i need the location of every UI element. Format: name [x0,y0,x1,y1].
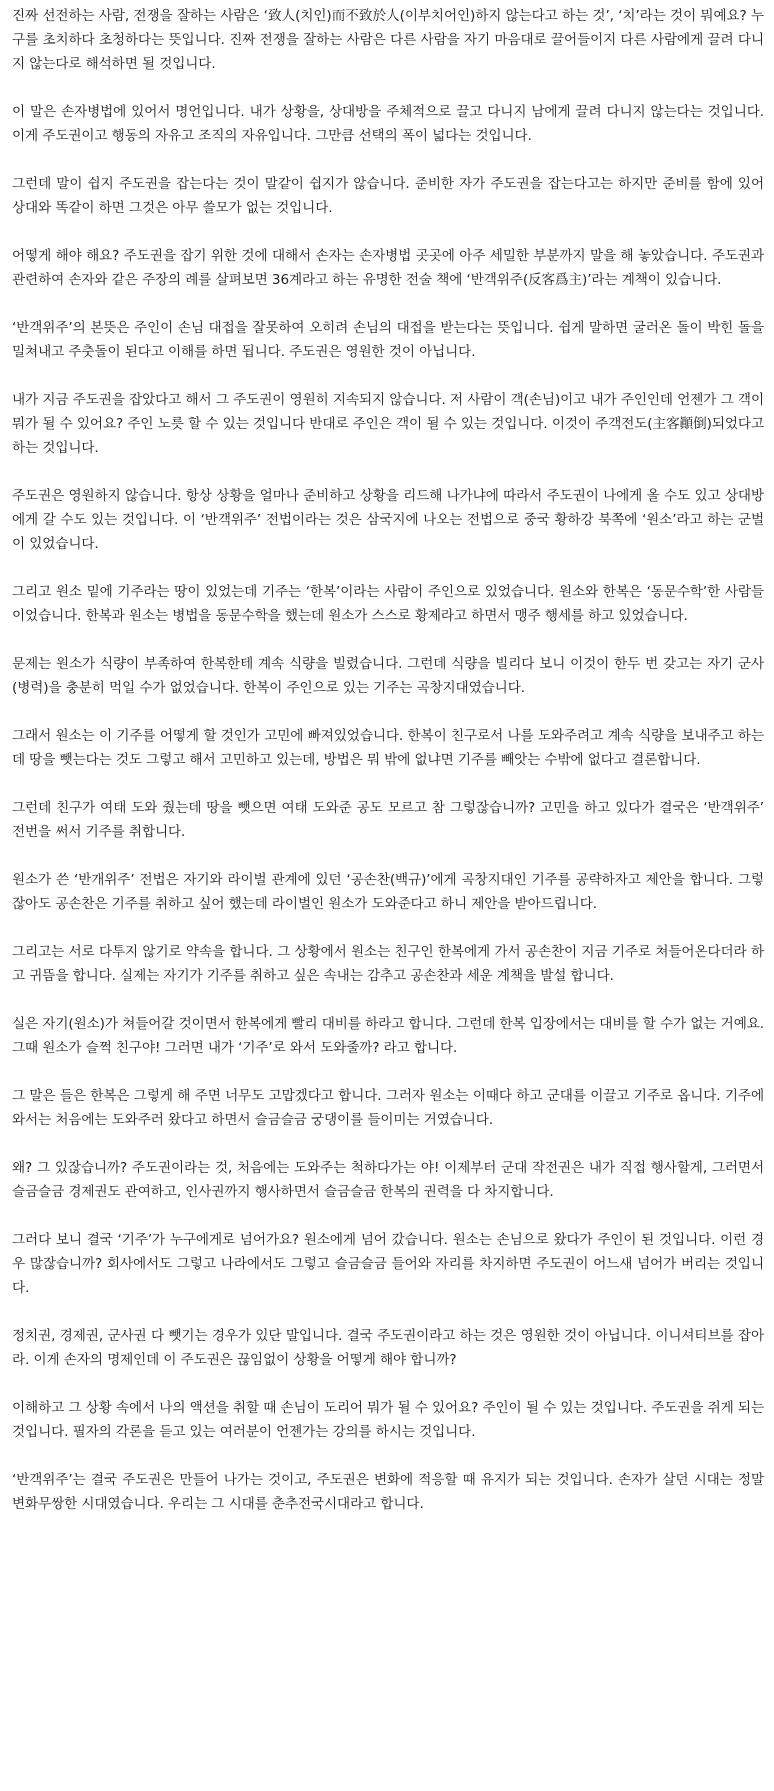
paragraph: 진짜 선전하는 사람, 전쟁을 잘하는 사람은 ‘致人(치인)而不致於人(이부치어인)하지 않는다고 하는 것’, ‘치’라는 것이 뭐예요? 누구를 초치하다 초청하다는 뜻입니다. 진짜 전쟁을 잘하는 사람은 다른 사람을 자기 마음대로 끌어들이지 다른 사람에게 끌려 다니지 않는다로 해석하면 될 것입니다. [12,8,764,72]
paragraph: 그런데 말이 쉽지 주도권을 잡는다는 것이 말같이 쉽지가 않습니다. 준비한 자가 주도권을 잡는다고는 하지만 준비를 함에 있어 상대와 똑같이 하면 그것은 아무 쓸모가 없는 것입니다. [12,176,764,216]
paragraph: ‘반객위주’는 결국 주도권은 만들어 나가는 것이고, 주도권은 변화에 적응할 때 유지가 되는 것입니다. 손자가 살던 시대는 정말 변화무쌍한 시대였습니다. 우리는 그 시대를 춘추전국시대라고 합니다. [12,1472,764,1512]
paragraph: 그 말은 들은 한복은 그렇게 해 주면 너무도 고맙겠다고 합니다. 그러자 원소는 이때다 하고 군대를 이끌고 기주로 옵니다. 기주에 와서는 처음에는 도와주러 왔다고 하면서 슬금슬금 궁댕이를 들이미는 거였습니다. [12,1088,764,1128]
paragraph: 그래서 원소는 이 기주를 어떻게 할 것인가 고민에 빠져있었습니다. 한복이 친구로서 나를 도와주려고 계속 식량을 보내주고 하는데 땅을 뺏는다는 것도 그렇고 해서 고민하고 있는데, 방법은 뭐 밖에 없냐면 기주를 빼앗는 수밖에 없다고 결론합니다. [12,728,764,768]
paragraph: 왜? 그 있잖습니까? 주도권이라는 것, 처음에는 도와주는 척하다가는 야! 이제부터 군대 작전권은 내가 직접 행사할게, 그러면서 슬금슬금 경제권도 관여하고, 인사권까지 행사하면서 슬금슬금 한복의 권력을 다 차지합니다. [12,1160,764,1200]
paragraph: 어떻게 해야 해요? 주도권을 잡기 위한 것에 대해서 손자는 손자병법 곳곳에 아주 세밀한 부분까지 말을 해 놓았습니다. 주도권과 관련하여 손자와 같은 주장의 례를 살펴보면 36계라고 하는 유명한 전술 책에 ‘반객위주(反客爲主)’라는 계책이 있습니다. [12,248,764,288]
article-body [12,4,764,1540]
paragraph: 정치권, 경제권, 군사권 다 뺏기는 경우가 있단 말입니다. 결국 주도권이라고 하는 것은 영원한 것이 아닙니다. 이니셔티브를 잡아라. 이게 손자의 명제인데 이 주도권은 끊임없이 상황을 어떻게 해야 합니까? [12,1328,764,1368]
paragraph: ‘반객위주’의 본뜻은 주인이 손님 대접을 잘못하여 오히려 손님의 대접을 받는다는 뜻입니다. 쉽게 말하면 굴러온 돌이 박힌 돌을 밀쳐내고 주춧돌이 된다고 이해를 하면 됩니다. 주도권은 영원한 것이 아닙니다. [12,320,764,360]
paragraph: 실은 자기(원소)가 쳐들어갈 것이면서 한복에게 빨리 대비를 하라고 합니다. 그런데 한복 입장에서는 대비를 할 수가 없는 거예요. 그때 원소가 슬쩍 친구야! 그러면 내가 ‘기주’로 와서 도와줄까? 라고 합니다. [12,1016,764,1056]
paragraph: 그러다 보니 결국 ‘기주’가 누구에게로 넘어가요? 원소에게 넘어 갔습니다. 원소는 손님으로 왔다가 주인이 된 것입니다. 이런 경우 많잖습니까? 회사에서도 그렇고 나라에서도 그렇고 슬금슬금 들어와 자리를 차지하면 주도권이 어느새 넘어가 버리는 것입니다. [12,1232,764,1296]
paragraph: 그런데 친구가 여태 도와 줬는데 땅을 뺏으면 여태 도와준 공도 모르고 참 그렇잖습니까? 고민을 하고 있다가 결국은 ‘반객위주’ 전번을 써서 기주를 취합니다. [12,800,764,840]
paragraph: 이해하고 그 상황 속에서 나의 액션을 취할 때 손님이 도리어 뭐가 될 수 있어요? 주인이 될 수 있는 것입니다. 주도권을 쥐게 되는 것입니다. 필자의 각론을 듣고 있는 여러분이 언젠가는 강의를 하시는 것입니다. [12,1400,764,1440]
paragraph: 그리고 원소 밑에 기주라는 땅이 있었는데 기주는 ‘한복’이라는 사람이 주인으로 있었습니다. 원소와 한복은 ‘동문수학’한 사람들이었습니다. 한복과 원소는 병법을 동문수학을 했는데 원소가 스스로 황제라고 하면서 맹주 행세를 하고 있었습니다. [12,584,764,624]
paragraph: 그리고는 서로 다투지 않기로 약속을 합니다. 그 상황에서 원소는 친구인 한복에게 가서 공손찬이 지금 기주로 쳐들어온다더라 하고 귀뜸을 합니다. 실제는 자기가 기주를 취하고 싶은 속내는 감추고 공손찬과 세운 계책을 발설 합니다. [12,944,764,984]
paragraph: 내가 지금 주도권을 잡았다고 해서 그 주도권이 영원히 지속되지 않습니다. 저 사람이 객(손님)이고 내가 주인인데 언젠가 그 객이 뭐가 될 수 있어요? 주인 노릇 할 수 있는 것입니다 반대로 주인은 객이 될 수 있는 것입니다. 이것이 주객전도(主客顚倒)되었다고 하는 것입니다. [12,392,764,456]
paragraph: 주도권은 영원하지 않습니다. 항상 상황을 얼마나 준비하고 상황을 리드해 나가냐에 따라서 주도권이 나에게 올 수도 있고 상대방에게 갈 수도 있는 것입니다. 이 ‘반객위주’ 전법이라는 것은 삼국지에 나오는 전법으로 중국 황하강 북쪽에 ‘원소’라고 하는 군벌이 있었습니다. [12,488,764,552]
paragraph: 문제는 원소가 식량이 부족하여 한복한테 계속 식량을 빌렸습니다. 그런데 식량을 빌리다 보니 이것이 한두 번 갖고는 자기 군사(병력)을 충분히 먹일 수가 없었습니다. 한복이 주인으로 있는 기주는 곡창지대였습니다. [12,656,764,696]
paragraph: 이 말은 손자병법에 있어서 명언입니다. 내가 상황을, 상대방을 주체적으로 끌고 다니지 남에게 끌려 다니지 않는다는 것입니다. 이게 주도권이고 행동의 자유고 조직의 자유입니다. 그만큼 선택의 폭이 넓다는 것입니다. [12,104,764,144]
paragraph: 원소가 쓴 ‘반개위주’ 전법은 자기와 라이벌 관계에 있던 ‘공손찬(백규)’에게 곡창지대인 기주를 공략하자고 제안을 합니다. 그렇잖아도 공손찬은 기주를 취하고 싶어 했는데 라이벌인 원소가 도와준다고 하니 제안을 받아드립니다. [12,872,764,912]
